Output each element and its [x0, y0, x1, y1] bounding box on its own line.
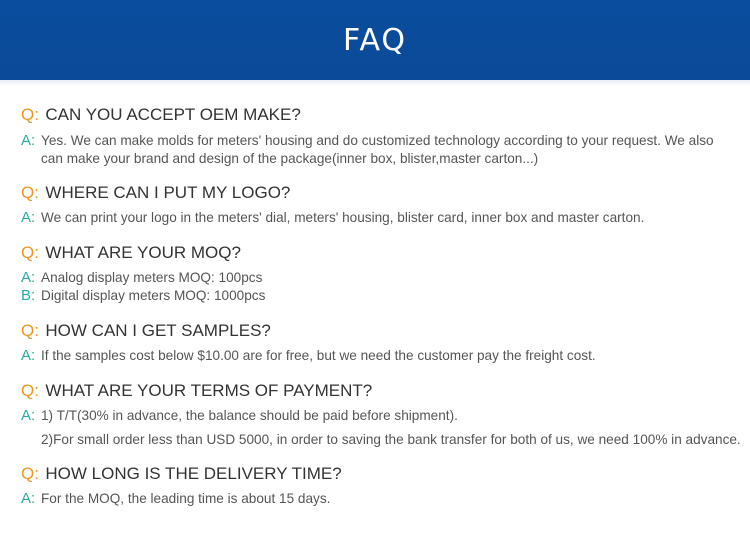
question-text: WHAT ARE YOUR TERMS OF PAYMENT? — [45, 381, 373, 400]
question-prefix: Q: — [21, 381, 39, 400]
question-line — [21, 319, 741, 343]
faq-item-delivery — [21, 462, 741, 508]
answer-text: For the MOQ, the leading time is about 15 days. — [41, 491, 331, 506]
faq-item-moq — [21, 241, 741, 305]
answer-line-continued — [21, 431, 741, 449]
header-divider — [0, 80, 750, 86]
answer-prefix: A: — [21, 132, 36, 149]
question-line — [21, 241, 741, 265]
answer-line — [21, 490, 741, 508]
answer-prefix: A: — [21, 269, 36, 286]
question-line — [21, 181, 741, 205]
question-prefix: Q: — [21, 105, 39, 124]
answer-prefix: A: — [21, 407, 36, 424]
answer-text: We can print your logo in the meters' dial, meters' housing, blister card, inner box and master carton. — [41, 210, 645, 225]
faq-item-payment — [21, 379, 741, 449]
question-prefix: Q: — [21, 183, 39, 202]
answer-prefix: A: — [21, 347, 36, 364]
answer-text: 2)For small order less than USD 5000, in order to saving the bank transfer for both of us, we need 100% in advance. — [41, 432, 741, 447]
answer-line — [21, 209, 741, 227]
faq-item-samples — [21, 319, 741, 365]
question-text: HOW CAN I GET SAMPLES? — [45, 321, 271, 340]
faq-item-oem — [21, 103, 741, 168]
answer-line — [21, 269, 741, 287]
answer-line-continued — [21, 150, 741, 168]
question-prefix: Q: — [21, 321, 39, 340]
answer-text: can make your brand and design of the package(inner box, blister,master carton...) — [41, 151, 539, 166]
question-text: HOW LONG IS THE DELIVERY TIME? — [45, 464, 342, 483]
question-text: CAN YOU ACCEPT OEM MAKE? — [45, 105, 301, 124]
answer-line — [21, 132, 741, 150]
answer-prefix: B: — [21, 287, 36, 304]
answer-text: Yes. We can make molds for meters' housing and do customized technology according to your request. We also — [41, 133, 714, 148]
question-line — [21, 379, 741, 403]
question-line — [21, 103, 741, 127]
faq-item-logo — [21, 181, 741, 227]
answer-text: Digital display meters MOQ: 1000pcs — [41, 288, 266, 303]
question-line — [21, 462, 741, 486]
answer-text: Analog display meters MOQ: 100pcs — [41, 270, 263, 285]
answer-text: If the samples cost below $10.00 are for free, but we need the customer pay the freight cost. — [41, 348, 596, 363]
question-text: WHERE CAN I PUT MY LOGO? — [45, 183, 291, 202]
answer-line — [21, 347, 741, 365]
answer-prefix: A: — [21, 209, 36, 226]
question-prefix: Q: — [21, 243, 39, 262]
question-prefix: Q: — [21, 464, 39, 483]
page-title: FAQ — [342, 23, 408, 58]
answer-line — [21, 287, 741, 305]
faq-header-bar — [0, 0, 750, 80]
answer-line — [21, 407, 741, 425]
answer-text: 1) T/T(30% in advance, the balance should be paid before shipment). — [41, 408, 458, 423]
question-text: WHAT ARE YOUR MOQ? — [45, 243, 241, 262]
answer-prefix: A: — [21, 490, 36, 507]
